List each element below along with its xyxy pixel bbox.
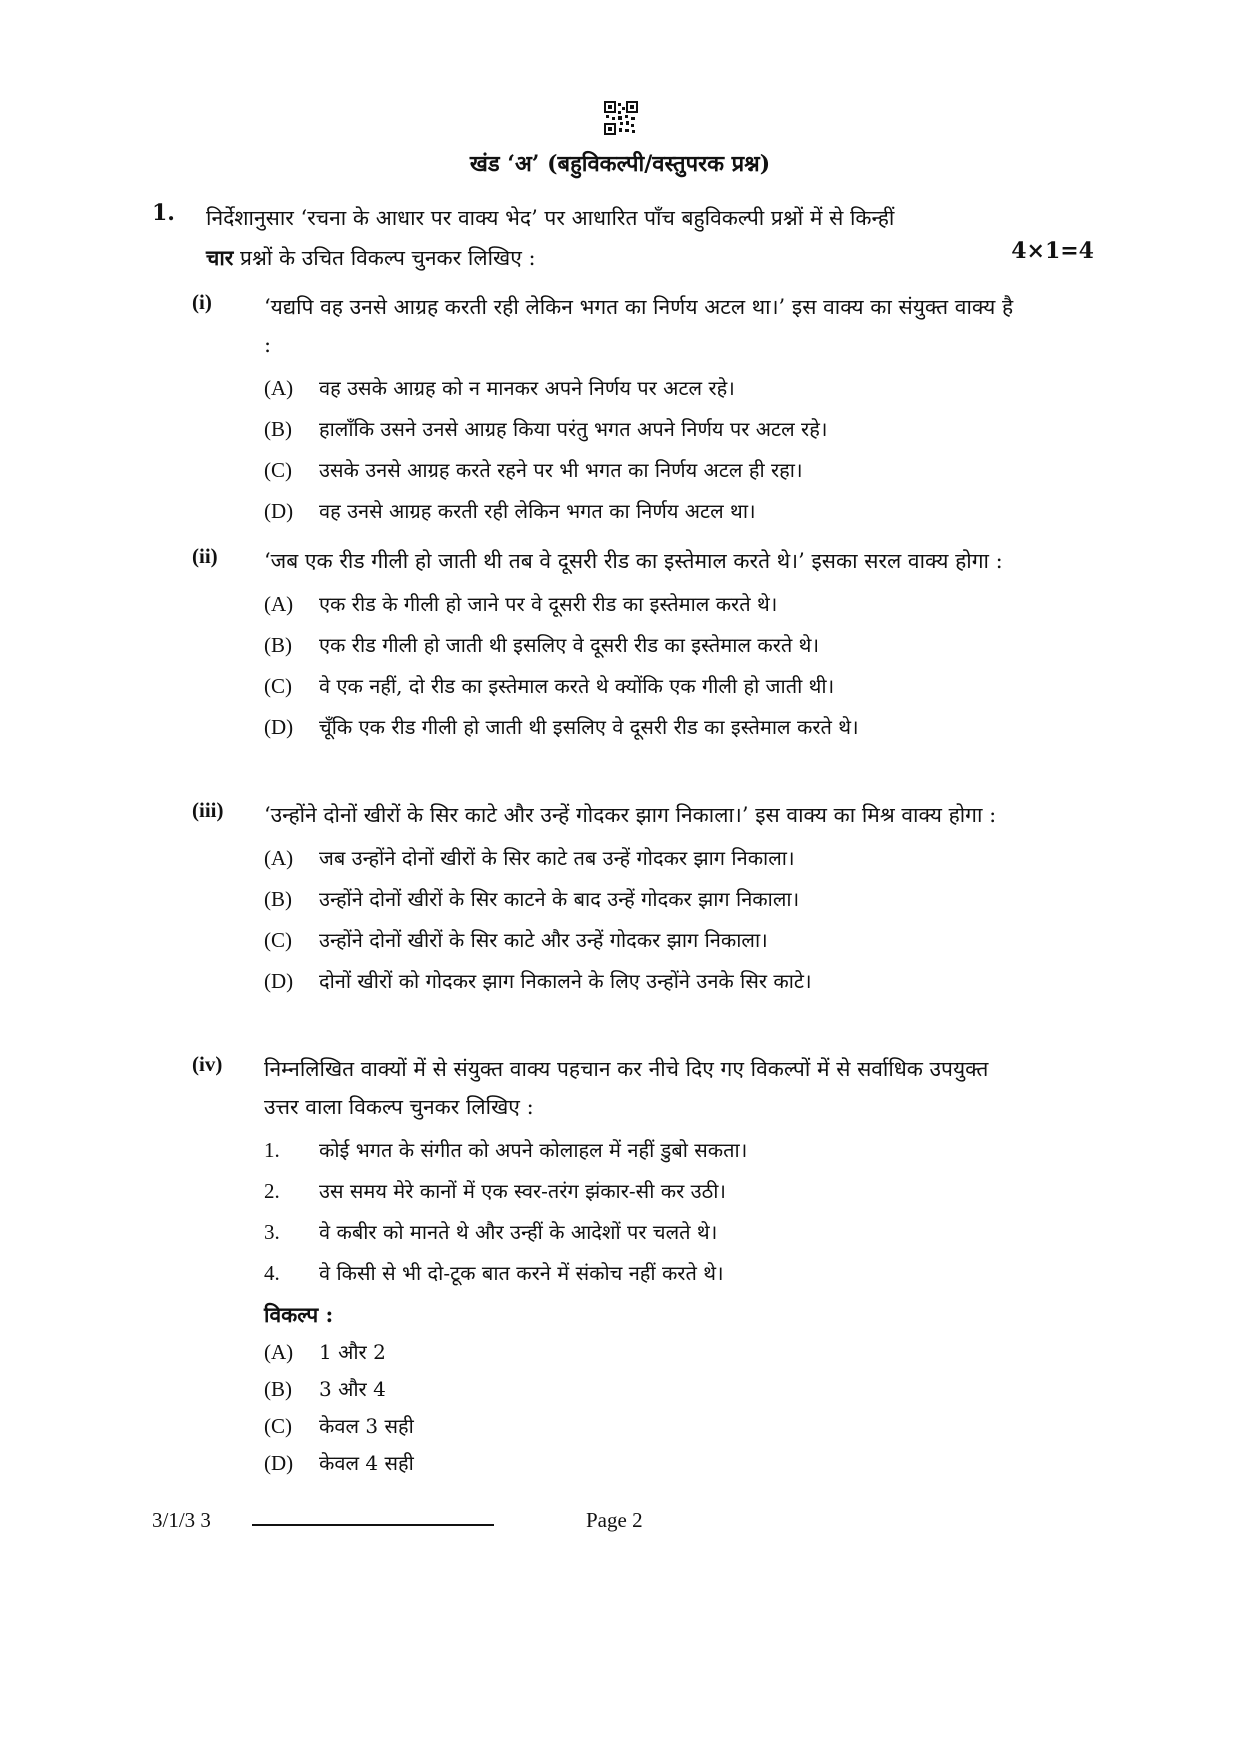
subquestion-label: (i) (192, 290, 212, 314)
option-b: (B) एक रीड गीली हो जाती थी इसलिए वे दूसरी रीड का इस्तेमाल करते थे। (264, 633, 820, 657)
instruction-part-2: प्रश्नों के उचित विकल्प चुनकर लिखिए : (233, 246, 536, 270)
subquestion-stem: निम्नलिखित वाक्यों में से संयुक्त वाक्य पहचान कर नीचे दिए गए विकल्पों में से सर्वाधिक उपयुक्त उत्तर वाला विकल्प चुनकर लिखिए : (264, 1057, 989, 1119)
statement-1: 1. कोई भगत के संगीत को अपने कोलाहल में नहीं डुबो सकता। (264, 1138, 748, 1162)
subquestion-ii (192, 542, 1022, 748)
marks-allocation: 4×1=4 (1011, 238, 1094, 264)
page-number: Page 2 (586, 1508, 643, 1532)
subquestion-label: (ii) (192, 544, 218, 568)
subquestion-stem: ‘उन्होंने दोनों खीरों के सिर काटे और उन्हें गोदकर झाग निकाला।’ इस वाक्य का मिश्र वाक्य होगा : (264, 803, 997, 827)
footer-divider (252, 1524, 494, 1526)
option-c: (C) केवल 3 सही (264, 1414, 414, 1438)
option-b: (B) उन्होंने दोनों खीरों के सिर काटने के बाद उन्हें गोदकर झाग निकाला। (264, 887, 800, 911)
subquestion-iii (192, 796, 1022, 1002)
statement-3: 3. वे कबीर को मानते थे और उन्हीं के आदेशों पर चलते थे। (264, 1220, 718, 1244)
option-d: (D) केवल 4 सही (264, 1451, 414, 1475)
vikalp-label: विकल्प : (264, 1302, 334, 1327)
subquestion-stem: ‘जब एक रीड गीली हो जाती थी तब वे दूसरी रीड का इस्तेमाल करते थे।’ इसका सरल वाक्य होगा : (264, 549, 1003, 573)
option-b: (B) हालाँकि उसने उनसे आग्रह किया परंतु भगत अपने निर्णय पर अटल रहे। (264, 417, 828, 441)
options-list (264, 584, 1022, 748)
subquestion-iv (192, 1050, 1022, 1482)
option-a: (A) वह उसके आग्रह को न मानकर अपने निर्णय पर अटल रहे। (264, 376, 735, 400)
statement-4: 4. वे किसी से भी दो-टूक बात करने में संकोच नहीं करते थे। (264, 1261, 724, 1285)
option-a: (A) एक रीड के गीली हो जाने पर वे दूसरी रीड का इस्तेमाल करते थे। (264, 592, 778, 616)
option-c: (C) उसके उनसे आग्रह करते रहने पर भी भगत का निर्णय अटल ही रहा। (264, 458, 803, 482)
options-list (264, 1334, 1022, 1482)
subquestion-stem: ‘यद्यपि वह उनसे आग्रह करती रही लेकिन भगत का निर्णय अटल था।’ इस वाक्य का संयुक्त वाक्य है : (264, 295, 1014, 357)
question-instruction (206, 198, 1014, 278)
option-a: (A) 1 और 2 (264, 1340, 386, 1364)
option-d: (D) चूँकि एक रीड गीली हो जाती थी इसलिए वे दूसरी रीड का इस्तेमाल करते थे। (264, 715, 859, 739)
question-number: 1. (152, 200, 175, 226)
option-a: (A) जब उन्होंने दोनों खीरों के सिर काटे तब उन्हें गोदकर झाग निकाला। (264, 846, 795, 870)
qr-code-icon (604, 101, 638, 135)
subquestion-label: (iii) (192, 798, 224, 822)
options-list (264, 368, 1022, 532)
instruction-bold: चार (206, 245, 234, 270)
options-list (264, 838, 1022, 1002)
statements-list (264, 1130, 1022, 1294)
option-d: (D) वह उनसे आग्रह करती रही लेकिन भगत का निर्णय अटल था। (264, 499, 756, 523)
statement-2: 2. उस समय मेरे कानों में एक स्वर-तरंग झंकार-सी कर उठी। (264, 1179, 726, 1203)
instruction-part-1: निर्देशानुसार ‘रचना के आधार पर वाक्य भेद’ पर आधारित पाँच बहुविकल्पी प्रश्नों में से किन्हीं (206, 206, 895, 230)
page-footer (0, 1508, 1240, 1548)
option-c: (C) वे एक नहीं, दो रीड का इस्तेमाल करते थे क्योंकि एक गीली हो जाती थी। (264, 674, 835, 698)
subquestion-label: (iv) (192, 1052, 223, 1076)
option-c: (C) उन्होंने दोनों खीरों के सिर काटे और उन्हें गोदकर झाग निकाला। (264, 928, 768, 952)
option-b: (B) 3 और 4 (264, 1377, 386, 1401)
paper-code: 3/1/3 3 (152, 1508, 211, 1532)
section-heading: खंड ‘अ’ (बहुविकल्पी/वस्तुपरक प्रश्न) (469, 151, 771, 177)
subquestion-i (192, 288, 1022, 532)
option-d: (D) दोनों खीरों को गोदकर झाग निकालने के लिए उन्होंने उनके सिर काटे। (264, 969, 812, 993)
